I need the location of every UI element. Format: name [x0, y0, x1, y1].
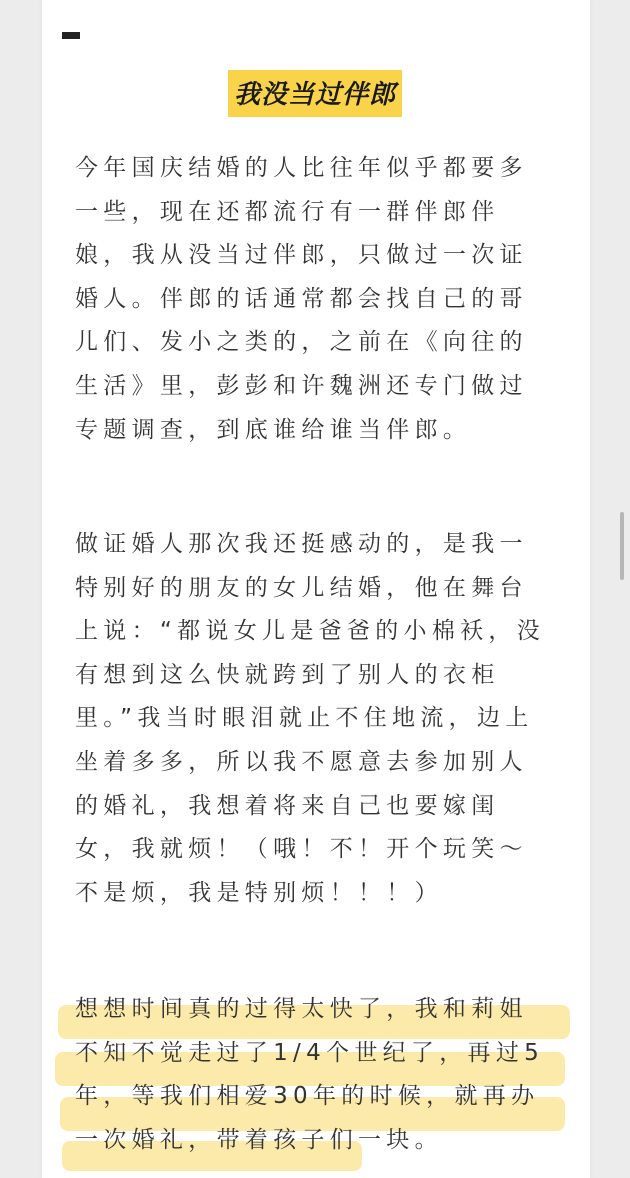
paragraph-2: 做证婚人那次我还挺感动的，是我一特别好的朋友的女儿结婚，他在舞台上说：“都说女儿是爸爸的小棉袄，没有想到这么快就跨到了别人的衣柜里。”我当时眼泪就止不住地流，边上坐着多多，所以我不愿意去参加别人的婚礼，我想着将来自己也要嫁闺女，我就烦！（哦！不！开个玩笑～不是烦，我是特别烦！！！） [75, 531, 546, 906]
paragraph-3: 想想时间真的过得太快了，我和莉姐不知不觉走过了1/4个世纪了，再过5年，等我们相爱30年的时候，就再办一次婚礼，带着孩子们一块。 [75, 996, 545, 1153]
article-title: 我没当过伴郎 [228, 70, 402, 117]
section-marker [62, 32, 80, 39]
paragraph-1: 今年国庆结婚的人比往年似乎都要多一些，现在还都流行有一群伴郎伴娘，我从没当过伴郎，只做过一次证婚人。伴郎的话通常都会找自己的哥儿们、发小之类的，之前在《向往的生活》里，彭彭和许魏洲还专门做过专题调查，到底谁给谁当伴郎。 [75, 155, 528, 443]
scrollbar-thumb[interactable] [620, 512, 624, 580]
title-container [0, 70, 630, 117]
